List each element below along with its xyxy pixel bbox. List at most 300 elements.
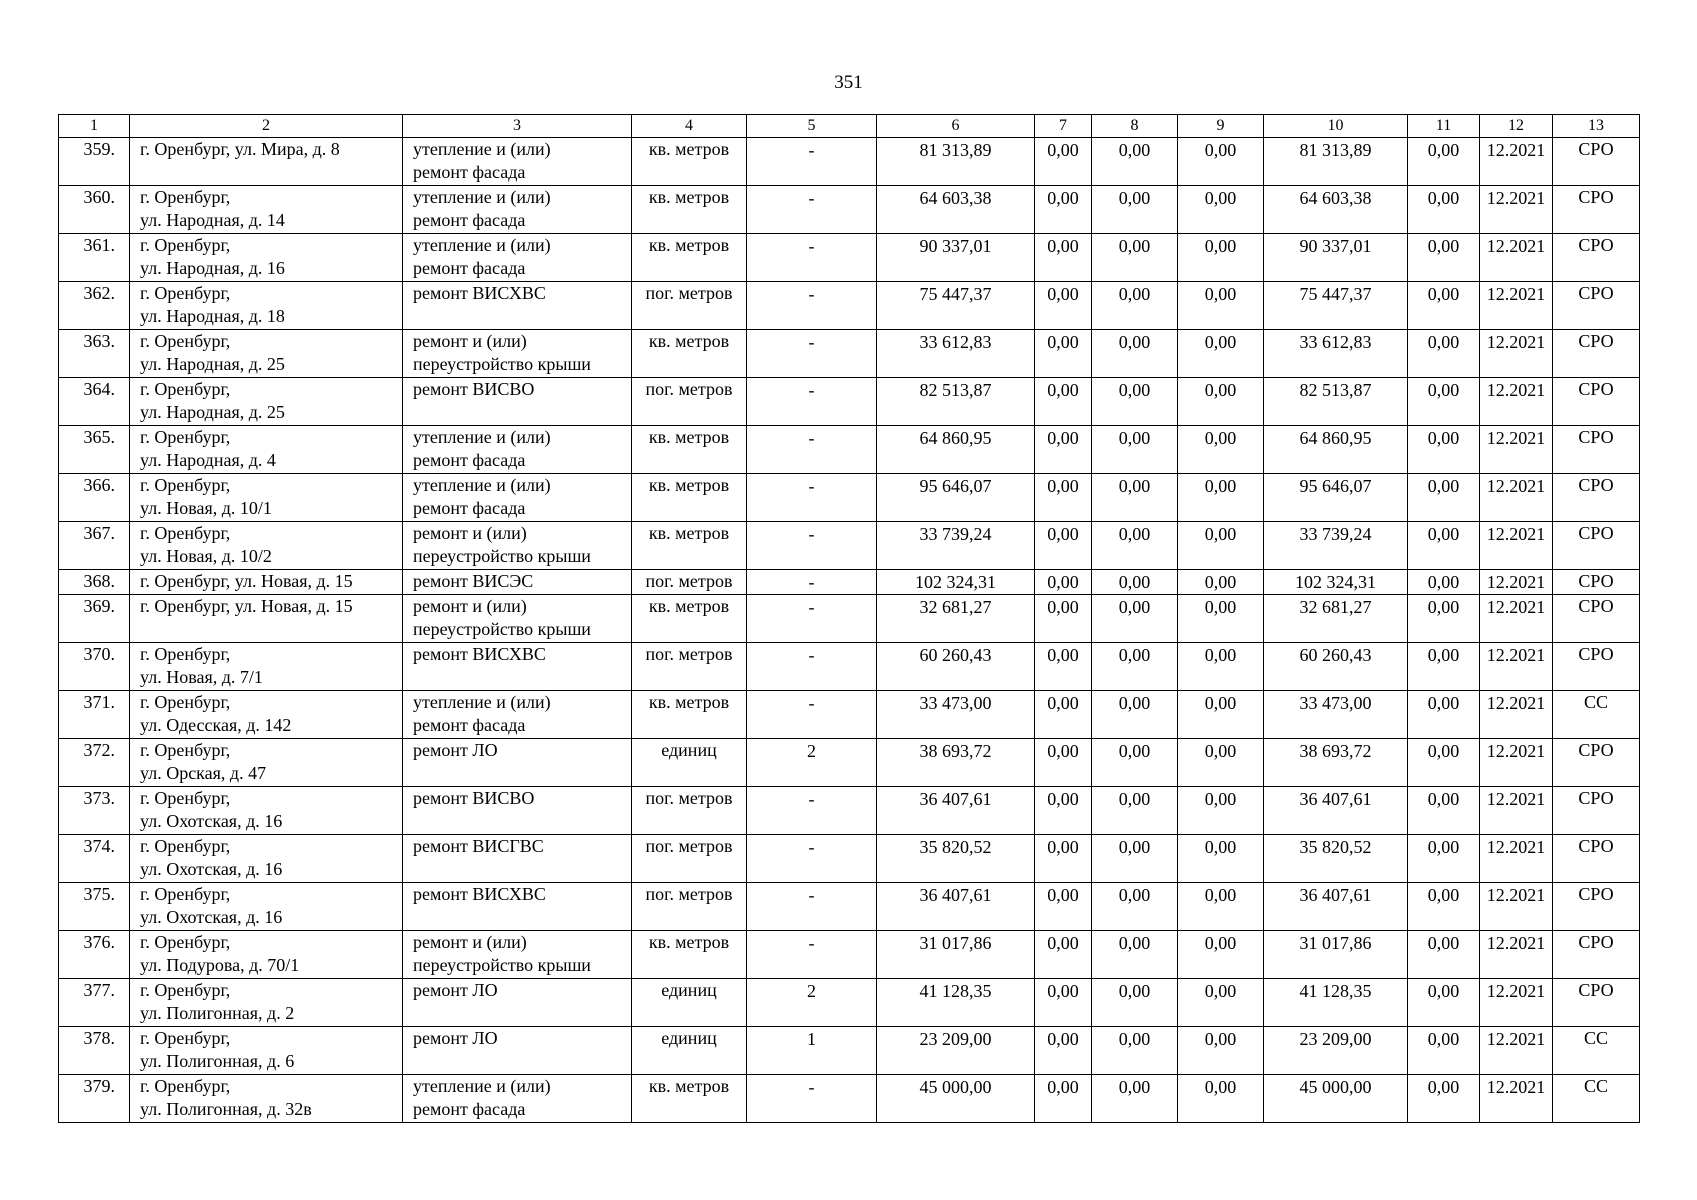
method-cell-line: СРО bbox=[1578, 235, 1614, 255]
total-cost-cell bbox=[877, 138, 1035, 186]
budget-cell bbox=[1092, 1075, 1178, 1123]
other-funds-cell-line: 0,00 bbox=[1427, 597, 1460, 617]
other-funds-cell bbox=[1408, 378, 1480, 426]
other-funds-cell-line: 0,00 bbox=[1427, 741, 1460, 761]
work-type-cell bbox=[403, 1075, 632, 1123]
unit-cell bbox=[632, 643, 747, 691]
total-cost-cell-line: 45 000,00 bbox=[919, 1077, 992, 1097]
deadline-cell bbox=[1480, 787, 1553, 835]
other-funds-cell bbox=[1408, 186, 1480, 234]
address-cell-line: г. Оренбург, bbox=[140, 1028, 231, 1048]
deadline-cell-line: 12.2021 bbox=[1486, 741, 1546, 761]
owners-funds-cell-line: 32 681,27 bbox=[1299, 597, 1372, 617]
owners-funds-cell-line: 81 313,89 bbox=[1299, 140, 1372, 160]
fund-cell bbox=[1035, 883, 1092, 931]
address-cell bbox=[130, 691, 403, 739]
fund-cell bbox=[1035, 330, 1092, 378]
other-funds-cell-line: 0,00 bbox=[1427, 981, 1460, 1001]
unit-cell bbox=[632, 691, 747, 739]
row-number bbox=[59, 378, 130, 426]
total-cost-cell bbox=[877, 378, 1035, 426]
table-row bbox=[59, 426, 1640, 474]
owners-funds-cell bbox=[1264, 1075, 1408, 1123]
fund-cell-line: 0,00 bbox=[1047, 933, 1079, 953]
row-number bbox=[59, 474, 130, 522]
work-type-cell-line: ремонт фасада bbox=[413, 715, 526, 735]
unit-cell-line: кв. метров bbox=[648, 331, 730, 351]
deadline-cell bbox=[1480, 378, 1553, 426]
total-cost-cell bbox=[877, 931, 1035, 979]
total-cost-cell-line: 36 407,61 bbox=[919, 885, 992, 905]
fund-cell-line: 0,00 bbox=[1047, 837, 1079, 857]
work-type-cell bbox=[403, 1027, 632, 1075]
unit-cell-line: кв. метров bbox=[648, 692, 730, 712]
total-cost-cell bbox=[877, 522, 1035, 570]
method-cell-line: СРО bbox=[1578, 644, 1614, 664]
row-number-line: 372. bbox=[83, 740, 115, 760]
quantity-cell-line: - bbox=[808, 933, 815, 953]
deadline-cell bbox=[1480, 426, 1553, 474]
address-cell-line: ул. Народная, д. 14 bbox=[140, 210, 285, 230]
column-header: 13 bbox=[1553, 115, 1640, 138]
budget-cell bbox=[1092, 330, 1178, 378]
owners-funds-cell bbox=[1264, 522, 1408, 570]
row-number-line: 368. bbox=[83, 571, 115, 591]
deadline-cell bbox=[1480, 282, 1553, 330]
work-type-cell bbox=[403, 643, 632, 691]
budget-cell-line: 0,00 bbox=[1118, 837, 1151, 857]
quantity-cell bbox=[747, 474, 877, 522]
quantity-cell-line: - bbox=[808, 789, 815, 809]
fund-cell-line: 0,00 bbox=[1047, 284, 1079, 304]
column-header: 11 bbox=[1408, 115, 1480, 138]
address-cell-line: г. Оренбург, bbox=[140, 331, 231, 351]
address-cell-line: ул. Полигонная, д. 32в bbox=[140, 1099, 312, 1119]
work-type-cell-line: ремонт фасада bbox=[413, 450, 526, 470]
unit-cell bbox=[632, 138, 747, 186]
owners-funds-cell bbox=[1264, 835, 1408, 883]
row-number-line: 375. bbox=[83, 884, 115, 904]
deadline-cell-line: 12.2021 bbox=[1486, 837, 1546, 857]
unit-cell bbox=[632, 1027, 747, 1075]
deadline-cell bbox=[1480, 330, 1553, 378]
other-funds-cell bbox=[1408, 883, 1480, 931]
fund-cell bbox=[1035, 691, 1092, 739]
deadline-cell-line: 12.2021 bbox=[1486, 188, 1546, 208]
other-funds-cell bbox=[1408, 234, 1480, 282]
address-cell bbox=[130, 1075, 403, 1123]
method-cell bbox=[1553, 739, 1640, 787]
local-budget-cell bbox=[1178, 234, 1264, 282]
column-header: 10 bbox=[1264, 115, 1408, 138]
total-cost-cell bbox=[877, 883, 1035, 931]
other-funds-cell bbox=[1408, 522, 1480, 570]
local-budget-cell-line: 0,00 bbox=[1204, 837, 1237, 857]
work-type-cell-line: ремонт и (или) bbox=[413, 331, 527, 351]
column-header: 9 bbox=[1178, 115, 1264, 138]
address-cell bbox=[130, 234, 403, 282]
budget-cell bbox=[1092, 595, 1178, 643]
column-header: 2 bbox=[130, 115, 403, 138]
unit-cell bbox=[632, 522, 747, 570]
quantity-cell-line: - bbox=[808, 885, 815, 905]
address-cell bbox=[130, 835, 403, 883]
row-number-line: 379. bbox=[83, 1076, 115, 1096]
work-type-cell-line: ремонт фасада bbox=[413, 498, 526, 518]
local-budget-cell bbox=[1178, 330, 1264, 378]
column-header: 8 bbox=[1092, 115, 1178, 138]
method-cell bbox=[1553, 522, 1640, 570]
total-cost-cell-line: 31 017,86 bbox=[919, 933, 992, 953]
local-budget-cell-line: 0,00 bbox=[1204, 236, 1237, 256]
quantity-cell bbox=[747, 570, 877, 595]
row-number bbox=[59, 835, 130, 883]
fund-cell bbox=[1035, 1075, 1092, 1123]
owners-funds-cell-line: 33 612,83 bbox=[1299, 332, 1372, 352]
owners-funds-cell-line: 38 693,72 bbox=[1299, 741, 1372, 761]
other-funds-cell bbox=[1408, 1027, 1480, 1075]
row-number bbox=[59, 186, 130, 234]
deadline-cell-line: 12.2021 bbox=[1486, 885, 1546, 905]
table-row bbox=[59, 186, 1640, 234]
owners-funds-cell-line: 36 407,61 bbox=[1299, 789, 1372, 809]
quantity-cell bbox=[747, 883, 877, 931]
local-budget-cell bbox=[1178, 474, 1264, 522]
deadline-cell bbox=[1480, 570, 1553, 595]
total-cost-cell bbox=[877, 979, 1035, 1027]
fund-cell-line: 0,00 bbox=[1047, 693, 1079, 713]
quantity-cell bbox=[747, 330, 877, 378]
owners-funds-cell bbox=[1264, 378, 1408, 426]
quantity-cell bbox=[747, 426, 877, 474]
quantity-cell bbox=[747, 1075, 877, 1123]
method-cell bbox=[1553, 787, 1640, 835]
row-number bbox=[59, 138, 130, 186]
method-cell-line: СРО bbox=[1578, 523, 1614, 543]
quantity-cell bbox=[747, 522, 877, 570]
local-budget-cell-line: 0,00 bbox=[1204, 1077, 1237, 1097]
unit-cell-line: кв. метров bbox=[648, 187, 730, 207]
method-cell bbox=[1553, 835, 1640, 883]
address-cell-line: ул. Полигонная, д. 2 bbox=[140, 1003, 295, 1023]
quantity-cell-line: - bbox=[808, 140, 815, 160]
quantity-cell-line: 2 bbox=[807, 981, 816, 1001]
address-cell-line: ул. Новая, д. 7/1 bbox=[140, 667, 263, 687]
total-cost-cell-line: 33 739,24 bbox=[919, 524, 992, 544]
other-funds-cell bbox=[1408, 595, 1480, 643]
address-cell bbox=[130, 522, 403, 570]
address-cell bbox=[130, 931, 403, 979]
quantity-cell-line: - bbox=[808, 524, 815, 544]
other-funds-cell bbox=[1408, 691, 1480, 739]
row-number-line: 363. bbox=[83, 331, 115, 351]
owners-funds-cell-line: 95 646,07 bbox=[1299, 476, 1372, 496]
unit-cell bbox=[632, 883, 747, 931]
local-budget-cell bbox=[1178, 1075, 1264, 1123]
total-cost-cell-line: 102 324,31 bbox=[915, 572, 996, 592]
other-funds-cell-line: 0,00 bbox=[1427, 789, 1460, 809]
deadline-cell-line: 12.2021 bbox=[1486, 789, 1546, 809]
unit-cell-line: пог. метров bbox=[645, 283, 733, 303]
unit-cell bbox=[632, 835, 747, 883]
local-budget-cell bbox=[1178, 1027, 1264, 1075]
table-row bbox=[59, 330, 1640, 378]
owners-funds-cell bbox=[1264, 691, 1408, 739]
row-number bbox=[59, 1027, 130, 1075]
owners-funds-cell-line: 41 128,35 bbox=[1299, 981, 1372, 1001]
work-type-cell bbox=[403, 835, 632, 883]
quantity-cell-line: - bbox=[808, 332, 815, 352]
local-budget-cell-line: 0,00 bbox=[1204, 933, 1237, 953]
budget-cell-line: 0,00 bbox=[1118, 524, 1151, 544]
address-cell-line: г. Оренбург, bbox=[140, 932, 231, 952]
table-row bbox=[59, 787, 1640, 835]
quantity-cell-line: - bbox=[808, 428, 815, 448]
other-funds-cell-line: 0,00 bbox=[1427, 1077, 1460, 1097]
total-cost-cell-line: 90 337,01 bbox=[919, 236, 992, 256]
work-type-cell-line: переустройство крыши bbox=[413, 546, 591, 566]
address-cell-line: ул. Орская, д. 47 bbox=[140, 763, 267, 783]
other-funds-cell bbox=[1408, 979, 1480, 1027]
other-funds-cell-line: 0,00 bbox=[1427, 332, 1460, 352]
address-cell bbox=[130, 426, 403, 474]
quantity-cell bbox=[747, 691, 877, 739]
unit-cell bbox=[632, 979, 747, 1027]
deadline-cell-line: 12.2021 bbox=[1486, 693, 1546, 713]
fund-cell-line: 0,00 bbox=[1047, 572, 1079, 592]
total-cost-cell-line: 33 612,83 bbox=[919, 332, 992, 352]
deadline-cell bbox=[1480, 739, 1553, 787]
address-cell bbox=[130, 474, 403, 522]
total-cost-cell-line: 82 513,87 bbox=[919, 380, 992, 400]
method-cell-line: СРО bbox=[1578, 740, 1614, 760]
address-cell bbox=[130, 787, 403, 835]
address-cell-line: ул. Полигонная, д. 6 bbox=[140, 1051, 295, 1071]
row-number bbox=[59, 426, 130, 474]
deadline-cell bbox=[1480, 883, 1553, 931]
table-row bbox=[59, 835, 1640, 883]
work-type-cell bbox=[403, 883, 632, 931]
method-cell-line: СРО bbox=[1578, 283, 1614, 303]
quantity-cell bbox=[747, 1027, 877, 1075]
other-funds-cell-line: 0,00 bbox=[1427, 885, 1460, 905]
method-cell bbox=[1553, 234, 1640, 282]
unit-cell bbox=[632, 474, 747, 522]
fund-cell bbox=[1035, 787, 1092, 835]
method-cell-line: СРО bbox=[1578, 427, 1614, 447]
owners-funds-cell-line: 75 447,37 bbox=[1299, 284, 1372, 304]
quantity-cell bbox=[747, 186, 877, 234]
fund-cell bbox=[1035, 643, 1092, 691]
local-budget-cell-line: 0,00 bbox=[1204, 188, 1237, 208]
local-budget-cell-line: 0,00 bbox=[1204, 1029, 1237, 1049]
work-type-cell bbox=[403, 739, 632, 787]
method-cell bbox=[1553, 138, 1640, 186]
local-budget-cell-line: 0,00 bbox=[1204, 789, 1237, 809]
address-cell-line: ул. Охотская, д. 16 bbox=[140, 811, 283, 831]
other-funds-cell bbox=[1408, 787, 1480, 835]
deadline-cell-line: 12.2021 bbox=[1486, 140, 1546, 160]
fund-cell bbox=[1035, 474, 1092, 522]
column-header: 6 bbox=[877, 115, 1035, 138]
work-type-cell bbox=[403, 979, 632, 1027]
fund-cell bbox=[1035, 378, 1092, 426]
work-type-cell-line: ремонт и (или) bbox=[413, 523, 527, 543]
deadline-cell bbox=[1480, 1027, 1553, 1075]
fund-cell-line: 0,00 bbox=[1047, 476, 1079, 496]
local-budget-cell-line: 0,00 bbox=[1204, 380, 1237, 400]
unit-cell-line: кв. метров bbox=[648, 139, 730, 159]
unit-cell-line: единиц bbox=[661, 740, 717, 760]
table-row bbox=[59, 474, 1640, 522]
row-number bbox=[59, 883, 130, 931]
budget-cell bbox=[1092, 691, 1178, 739]
deadline-cell bbox=[1480, 691, 1553, 739]
column-header: 3 bbox=[403, 115, 632, 138]
row-number-line: 373. bbox=[83, 788, 115, 808]
other-funds-cell-line: 0,00 bbox=[1427, 933, 1460, 953]
address-cell bbox=[130, 979, 403, 1027]
other-funds-cell-line: 0,00 bbox=[1427, 524, 1460, 544]
quantity-cell bbox=[747, 138, 877, 186]
work-type-cell-line: ремонт фасада bbox=[413, 162, 526, 182]
owners-funds-cell bbox=[1264, 186, 1408, 234]
budget-cell bbox=[1092, 570, 1178, 595]
local-budget-cell bbox=[1178, 138, 1264, 186]
other-funds-cell-line: 0,00 bbox=[1427, 236, 1460, 256]
total-cost-cell bbox=[877, 186, 1035, 234]
unit-cell bbox=[632, 570, 747, 595]
quantity-cell-line: - bbox=[808, 693, 815, 713]
table-row bbox=[59, 643, 1640, 691]
fund-cell bbox=[1035, 138, 1092, 186]
row-number-line: 369. bbox=[83, 596, 115, 616]
table-row bbox=[59, 138, 1640, 186]
owners-funds-cell-line: 33 739,24 bbox=[1299, 524, 1372, 544]
fund-cell bbox=[1035, 282, 1092, 330]
budget-cell bbox=[1092, 643, 1178, 691]
address-cell-line: ул. Охотская, д. 16 bbox=[140, 907, 283, 927]
quantity-cell-line: - bbox=[808, 284, 815, 304]
total-cost-cell bbox=[877, 643, 1035, 691]
address-cell-line: г. Оренбург, bbox=[140, 523, 231, 543]
other-funds-cell bbox=[1408, 138, 1480, 186]
unit-cell-line: кв. метров bbox=[648, 596, 730, 616]
other-funds-cell bbox=[1408, 330, 1480, 378]
local-budget-cell-line: 0,00 bbox=[1204, 428, 1237, 448]
local-budget-cell-line: 0,00 bbox=[1204, 645, 1237, 665]
unit-cell-line: пог. метров bbox=[645, 836, 733, 856]
method-cell-line: СРО bbox=[1578, 836, 1614, 856]
row-number bbox=[59, 931, 130, 979]
method-cell bbox=[1553, 330, 1640, 378]
row-number bbox=[59, 234, 130, 282]
budget-cell bbox=[1092, 739, 1178, 787]
address-cell-line: ул. Народная, д. 25 bbox=[140, 402, 285, 422]
quantity-cell-line: - bbox=[808, 597, 815, 617]
quantity-cell-line: 1 bbox=[807, 1029, 816, 1049]
fund-cell bbox=[1035, 234, 1092, 282]
address-cell-line: ул. Народная, д. 25 bbox=[140, 354, 285, 374]
fund-cell-line: 0,00 bbox=[1047, 1029, 1079, 1049]
total-cost-cell-line: 32 681,27 bbox=[919, 597, 992, 617]
work-type-cell-line: ремонт ВИСХВС bbox=[413, 644, 546, 664]
address-cell bbox=[130, 138, 403, 186]
unit-cell-line: пог. метров bbox=[645, 788, 733, 808]
total-cost-cell-line: 81 313,89 bbox=[919, 140, 992, 160]
owners-funds-cell bbox=[1264, 883, 1408, 931]
table-row bbox=[59, 979, 1640, 1027]
fund-cell-line: 0,00 bbox=[1047, 597, 1079, 617]
unit-cell-line: пог. метров bbox=[645, 884, 733, 904]
quantity-cell bbox=[747, 378, 877, 426]
local-budget-cell-line: 0,00 bbox=[1204, 741, 1237, 761]
fund-cell-line: 0,00 bbox=[1047, 741, 1079, 761]
address-cell-line: г. Оренбург, bbox=[140, 475, 231, 495]
other-funds-cell bbox=[1408, 739, 1480, 787]
work-type-cell bbox=[403, 595, 632, 643]
column-header: 1 bbox=[59, 115, 130, 138]
deadline-cell-line: 12.2021 bbox=[1486, 332, 1546, 352]
local-budget-cell-line: 0,00 bbox=[1204, 284, 1237, 304]
budget-cell-line: 0,00 bbox=[1118, 380, 1151, 400]
fund-cell bbox=[1035, 595, 1092, 643]
work-type-cell-line: ремонт ЛО bbox=[413, 740, 498, 760]
total-cost-cell-line: 38 693,72 bbox=[919, 741, 992, 761]
work-type-cell-line: ремонт ВИСВО bbox=[413, 379, 535, 399]
address-cell bbox=[130, 570, 403, 595]
quantity-cell-line: - bbox=[808, 236, 815, 256]
table-row bbox=[59, 931, 1640, 979]
budget-cell-line: 0,00 bbox=[1118, 597, 1151, 617]
address-cell-line: г. Оренбург, bbox=[140, 644, 231, 664]
other-funds-cell bbox=[1408, 931, 1480, 979]
work-type-cell-line: переустройство крыши bbox=[413, 619, 591, 639]
other-funds-cell-line: 0,00 bbox=[1427, 428, 1460, 448]
local-budget-cell bbox=[1178, 691, 1264, 739]
fund-cell bbox=[1035, 522, 1092, 570]
budget-cell-line: 0,00 bbox=[1118, 1029, 1151, 1049]
total-cost-cell bbox=[877, 1027, 1035, 1075]
method-cell bbox=[1553, 643, 1640, 691]
deadline-cell-line: 12.2021 bbox=[1486, 933, 1546, 953]
row-number bbox=[59, 522, 130, 570]
address-cell-line: г. Оренбург, bbox=[140, 427, 231, 447]
address-cell-line: г. Оренбург, ул. Новая, д. 15 bbox=[140, 571, 353, 591]
owners-funds-cell-line: 45 000,00 bbox=[1299, 1077, 1372, 1097]
local-budget-cell-line: 0,00 bbox=[1204, 524, 1237, 544]
local-budget-cell-line: 0,00 bbox=[1204, 981, 1237, 1001]
row-number bbox=[59, 282, 130, 330]
method-cell bbox=[1553, 595, 1640, 643]
work-type-cell-line: утепление и (или) bbox=[413, 427, 551, 447]
address-cell-line: ул. Одесская, д. 142 bbox=[140, 715, 292, 735]
deadline-cell bbox=[1480, 474, 1553, 522]
method-cell-line: СРО bbox=[1578, 884, 1614, 904]
unit-cell bbox=[632, 282, 747, 330]
quantity-cell bbox=[747, 595, 877, 643]
unit-cell-line: единиц bbox=[661, 980, 717, 1000]
quantity-cell bbox=[747, 643, 877, 691]
row-number bbox=[59, 595, 130, 643]
other-funds-cell-line: 0,00 bbox=[1427, 837, 1460, 857]
deadline-cell-line: 12.2021 bbox=[1486, 284, 1546, 304]
row-number-line: 374. bbox=[83, 836, 115, 856]
budget-cell-line: 0,00 bbox=[1118, 885, 1151, 905]
budget-cell-line: 0,00 bbox=[1118, 693, 1151, 713]
address-cell-line: г. Оренбург, bbox=[140, 1076, 231, 1096]
budget-cell bbox=[1092, 1027, 1178, 1075]
